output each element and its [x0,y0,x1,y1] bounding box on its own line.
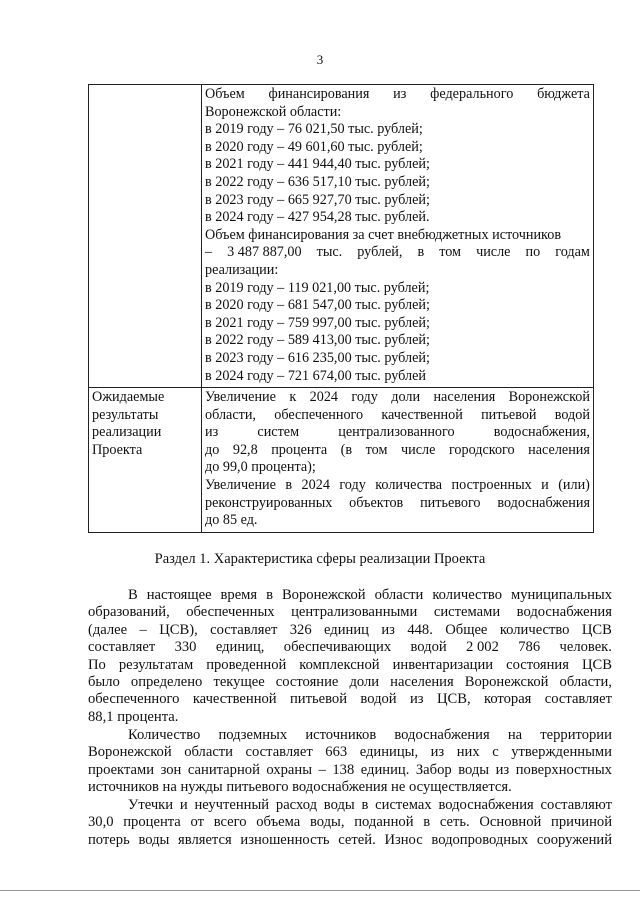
word: В [128,587,138,603]
word: подземных [218,727,288,743]
label-line: результаты [92,406,159,423]
word: доли [349,673,380,690]
text-line [88,814,612,831]
word: Основной [479,814,542,831]
word: (в [340,441,353,458]
word: Увеличение [205,477,276,494]
word: на [507,727,523,743]
word: реконструированных [205,494,333,511]
text-line [205,442,590,460]
word: причиной [551,814,612,831]
extra-year-line: в 2019 году – 119 021,00 тыс. рублей; [205,279,430,296]
word: 663 [325,744,348,761]
extra-year-line: в 2024 году – 721 674,00 тыс. рублей [205,367,426,384]
word: единиц [324,621,369,638]
word: 2024 [301,477,330,494]
word: образований, [88,604,170,621]
text-line [205,512,590,530]
word: качественной [192,691,277,708]
word: по [525,244,541,261]
word: единиц, [215,639,265,656]
word: сетей. [338,831,376,848]
text-line [88,587,612,604]
word: объема [256,814,301,831]
word: – [139,621,147,638]
word: Количество [128,727,201,743]
word: водопроводных [431,831,529,848]
word: воды [458,761,490,778]
word: области [184,744,233,761]
word: определено [130,673,203,690]
page-bottom-rule [0,890,640,891]
word: состояния [506,656,569,673]
word: федерального [430,86,514,102]
text-line [88,797,612,814]
word: в [266,587,273,603]
word: составляют [540,797,612,813]
table-row-funding [89,85,594,388]
word: и [179,797,188,813]
word: составляет [210,621,278,638]
word: доли [391,389,421,406]
text-line [205,424,590,442]
word: настоящее [146,587,212,603]
empty-label-cell [89,85,202,388]
word: числе [401,441,436,458]
word: и [541,477,549,494]
word: в [417,244,425,261]
word: комплексной [299,656,380,673]
word: том [365,441,388,458]
word: обеспеченного [88,691,180,708]
paragraph-groundwater-sources [88,727,612,797]
table-row-expected-results [89,388,594,533]
word: населения [528,441,590,458]
text-line [205,477,590,495]
word: зон [160,761,182,778]
federal-funding-heading-line1 [205,86,590,104]
word: человек. [559,639,612,656]
funding-cell [202,85,594,388]
word: обеспечивающих [283,639,392,656]
word: централизованного [338,424,455,441]
word: области, [559,673,612,690]
word: Воронежской [281,587,366,603]
extra-year-line: в 2020 году – 681 547,00 тыс. рублей; [205,297,430,314]
word: потерь [88,831,130,848]
extra-funding-heading-line3: реализации: [205,261,279,278]
word: проведенной [206,656,287,673]
word: водой [410,639,447,656]
text-line [205,459,590,477]
text-line [88,674,612,691]
word: всего [213,814,247,831]
federal-year-line: в 2023 году – 665 927,70 тыс. рублей; [205,191,430,208]
word: воды [138,831,170,848]
word: городского [448,441,515,458]
word: построенных [451,477,532,494]
word: 2024 [309,389,339,406]
word: было [88,673,120,690]
word: водой [360,691,397,708]
word: единиц. [360,761,410,778]
word: проектами [88,761,155,778]
word: питьевой [290,691,348,708]
label-line: Проекта [92,441,143,458]
word: обеспеченных [186,604,275,621]
word: водоснабжения [438,797,534,813]
text-line [205,407,590,425]
word: из [381,621,395,638]
word: – [318,761,326,778]
word: процента [271,441,328,458]
word: из [495,761,510,778]
word: бюджета [537,86,590,102]
word: них [456,744,480,761]
text-line [88,779,612,796]
word: в [285,477,293,494]
text-line [88,657,612,674]
word: источников на нужды питьевого водоснабжения не осуществляется. [88,779,512,796]
word: обеспеченного [274,406,364,423]
word: Общее [445,621,488,638]
extra-year-line: в 2021 году – 759 997,00 тыс. рублей; [205,314,430,331]
word: изношенность [240,831,330,848]
word: питьевой [481,406,537,423]
word: составляет [88,639,156,656]
word: 786 [518,639,541,656]
project-passport-table [88,84,594,533]
paragraph-municipal-coverage [88,587,612,726]
word: с [492,744,499,761]
word: поданной [354,814,414,831]
text-line [88,762,612,779]
word: количество [432,587,502,603]
word: Воронежской [88,744,172,761]
word: ЦСВ [581,656,612,673]
word: системах [375,797,432,813]
word: системами [433,604,501,621]
expected-results-cell [202,388,594,533]
word: ЦСВ, [436,691,471,708]
word: санитарной [187,761,260,778]
word: 3 487 887,00 [227,244,302,261]
word: к [289,389,297,406]
word: в [423,814,431,831]
word: (далее [88,621,128,638]
word: сеть. [439,814,470,831]
word: тыс. [316,244,343,261]
word: Утечки [128,797,174,813]
word: до [205,441,220,458]
word: области [374,587,424,603]
word: 138 [332,761,355,778]
word: (или) [558,477,590,494]
word: населения [390,673,454,690]
text-line [88,744,612,761]
word: водоснабжения, [493,424,590,441]
expected-results-label-cell [89,388,202,533]
federal-year-line: в 2024 году – 427 954,28 тыс. рублей. [205,209,430,226]
word: году [351,389,378,406]
word: которая [483,691,532,708]
word: поверхностных [515,761,612,778]
word: качественной [381,406,463,423]
word: питьевого [420,494,481,511]
word: из [409,691,424,708]
text-line [88,832,612,849]
word: сооружений [536,831,612,848]
text-line [88,622,612,639]
federal-funding-heading-line2: Воронежской области: [205,103,342,120]
word: составляет [544,691,612,708]
word: Увеличение [205,389,276,406]
word: 326 [289,621,312,638]
word: – [205,244,213,261]
word: водоснабжения [394,727,490,743]
word: неучтенный [194,797,270,813]
word: из [393,86,407,102]
word: единицы, [359,744,419,761]
label-line: реализации [92,424,162,441]
federal-year-line: в 2022 году – 636 517,10 тыс. рублей; [205,173,430,190]
word: воды [323,797,355,813]
word: процента [123,814,181,831]
word: систем [257,424,300,441]
extra-year-line: в 2022 году – 589 413,00 тыс. рублей; [205,332,430,349]
text-line [205,495,590,513]
word: годам [555,244,590,261]
word: Воронежской [464,673,549,690]
word: Объем [205,86,245,102]
word: результатам [118,656,194,673]
word: По [88,656,106,673]
word: водоснабжения [516,604,612,621]
section-title: Раздел 1. Характеристика сферы реализации Проекта [154,551,486,567]
word: источников [305,727,377,743]
word: охраны [266,761,313,778]
word: утвержденными [511,744,612,761]
word: в [361,797,369,813]
word: до 85 ед. [205,512,258,529]
paragraph-water-losses [88,797,612,849]
federal-year-line: в 2019 году – 76 021,50 тыс. рублей; [205,121,423,138]
word: от [190,814,204,831]
word: из [205,424,219,441]
word: ЦСВ [581,621,612,638]
extra-funding-heading-line1: Объем финансирования за счет внебюджетных источников [205,226,562,243]
word: расход [275,797,317,813]
word: 92,8 [232,441,258,458]
word: 88,1 процента. [88,708,179,725]
word: рублей, [357,244,403,261]
extra-year-line: в 2023 году – 616 235,00 тыс. рублей; [205,349,430,366]
word: водоснабжения [497,494,590,511]
word: из [430,744,445,761]
text-line [88,709,612,726]
word: области, [205,406,256,423]
word: централизованными [291,604,418,621]
word: инвентаризации [392,656,494,673]
label-line: Ожидаемые [92,389,165,406]
word: количество [499,621,570,638]
word: том [439,244,462,261]
extra-funding-heading-line2 [205,244,590,262]
text-line [88,691,612,708]
word: воды, [309,814,345,831]
word: количества [375,477,443,494]
word: состояние [275,673,339,690]
word: территории [540,727,612,743]
word: году [339,477,366,494]
word: до 99,0 процента); [205,459,316,476]
federal-year-line: в 2020 году – 49 601,60 тыс. рублей; [205,138,423,155]
word: муниципальных [510,587,612,603]
word: ЦСВ), [159,621,198,638]
word: составляет [245,744,313,761]
word: числе [476,244,511,261]
federal-year-line: в 2021 году – 441 944,40 тыс. рублей; [205,156,430,173]
word: финансирования [268,86,370,102]
text-line [88,604,612,621]
word: текущее [213,673,265,690]
word: Износ [384,831,423,848]
page-number: 3 [316,52,324,67]
word: время [220,587,258,603]
word: 30,0 [88,814,114,831]
word: 2 002 [466,639,499,656]
text-line [205,389,590,407]
word: является [178,831,232,848]
word: населения [433,389,496,406]
word: объектов [349,494,404,511]
text-line [88,727,612,744]
word: водой [554,406,590,423]
word: Забор [415,761,452,778]
text-line [88,639,612,656]
word: 330 [174,639,197,656]
word: 448. [407,621,433,638]
word: Воронежской [508,389,590,406]
